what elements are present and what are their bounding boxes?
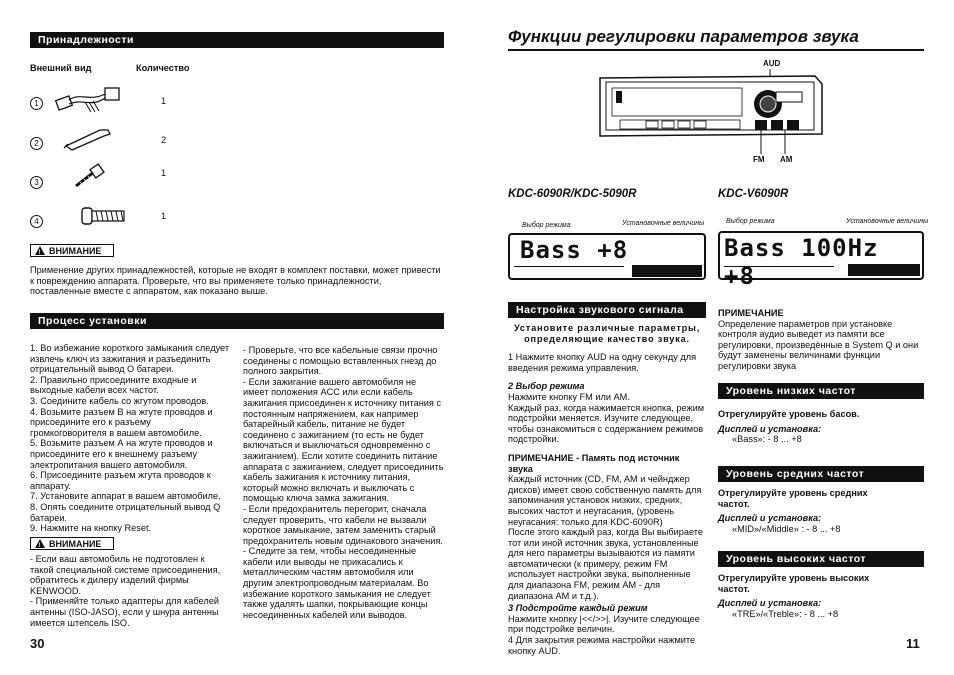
accessory-item-1 xyxy=(30,93,43,111)
column-qty-label: Количество xyxy=(136,63,190,73)
audio-note-text: Определение параметров при установке контроля аудио выведет из памяти все регулировки, произведённые в System Q и они будут заменены величинами функции регулировки звука xyxy=(718,318,919,371)
low-freq-display-label: Дисплей и установка: xyxy=(718,423,822,434)
high-freq-lead: Отрегулируйте уровень высоких частот. xyxy=(718,573,870,594)
mid-freq-body xyxy=(718,488,886,534)
item-qty: 1 xyxy=(161,96,167,106)
step-3-text: Нажмите кнопку |<</>>|. Изучите следующее при подстройке величин. xyxy=(508,613,700,635)
install-step: 7. Установите аппарат в вашем автомобиле. xyxy=(30,491,221,502)
item-number: 2 xyxy=(30,137,43,150)
high-freq-header: Уровень высоких частот xyxy=(718,551,924,567)
mid-freq-lead: Отрегулируйте уровень средних частот. xyxy=(718,488,868,509)
install-note: - Если предохранитель перегорит, сначала следует проверить, что кабели не вызвали короткое замыкание, затем заменить старый предохранитель новым одинакового значения. xyxy=(243,503,443,546)
low-freq-body xyxy=(718,409,924,445)
install-header: Процесс установки xyxy=(30,313,444,329)
screw-icon xyxy=(80,205,130,227)
lcd-main-text: Bass 100Hz +8 xyxy=(724,234,879,290)
step-1: 1 Нажмите кнопку AUD на одну секунду для введения режима управления. xyxy=(508,352,697,373)
sound-setup-header: Настройка звукового сигнала xyxy=(508,302,706,318)
install-note: - Следите за тем, чтобы несоединенные кабели или выводы не прикасались к металлическим частям автомобиля или другим электропроводным материалам. Во избежание короткого замыкания не следует также удалять шапки, покрывающие концы несоединенных кабелей или выводов. xyxy=(243,546,431,620)
lcd-indicators xyxy=(848,264,920,276)
memory-note-text: Каждый источник (CD, FM, AM и чейнджер дисков) имеет свою собственную память для запоминания установок низких, средних, высоких частот и неугасания, (уровень неугасания: только для KDC-6090R) xyxy=(508,474,702,527)
column-view-label: Внешний вид xyxy=(30,63,92,73)
install-step: 3. Соедините кабель со жгутом проводов. xyxy=(30,395,209,406)
low-freq-lead: Отрегулируйте уровень басов. xyxy=(718,409,860,419)
install-notes xyxy=(243,345,444,620)
accessory-item-3 xyxy=(30,172,43,190)
install-note: - Если зажигание вашего автомобиля не имеет положения ACC или если кабель зажигания присоединен к источнику питания с постоянным напряжением, как например батарейный кабель, питание не будет соединено с зажиганием (то есть не будет включаться и выключаться одновременно с зажиганием). Если хотите соединить питание аппарата с зажиганием, следует присоединить кабель зажигания к источнику питания, который можно включать и выключать с помощью ключа замка зажигания. xyxy=(243,376,444,504)
item-number: 1 xyxy=(30,97,43,110)
audio-note xyxy=(718,308,924,372)
accessories-header: Принадлежности xyxy=(30,32,444,48)
install-step: 4. Возьмите разъем В на жгуте проводов и присоедините его к разъему громкоговорителя в вашем автомобиле. xyxy=(30,406,213,438)
label-values-1: Установочные величины xyxy=(622,220,705,227)
warning-badge xyxy=(30,244,114,257)
label-mode-1: Выбор режима xyxy=(522,222,571,229)
high-freq-display-label: Дисплей и установка: xyxy=(718,598,822,609)
item-qty: 2 xyxy=(161,135,167,145)
fm-label: FM xyxy=(753,155,765,164)
install-step: 9. Нажмите на кнопку Reset. xyxy=(30,523,152,534)
item-qty: 1 xyxy=(161,211,167,221)
lcd-display-1 xyxy=(508,233,706,280)
model-title-1: KDC-6090R/KDC-5090R xyxy=(508,188,637,200)
aud-label: AUD xyxy=(763,59,781,68)
label-mode-2: Выбор режима xyxy=(726,218,775,225)
item-number: 3 xyxy=(30,176,43,189)
lcd-main-text: Bass +8 xyxy=(520,236,629,264)
mid-freq-header: Уровень средних частот xyxy=(718,466,924,482)
lcd-segment-row xyxy=(514,266,624,277)
low-freq-value: «Bass»: - 8 ... +8 xyxy=(732,434,802,445)
memory-note-more: После этого каждый раз, когда Вы выбираете тот или иной источник звука, установленные для него параметры вызываются из памяти автоматически (к примеру, режим FM использует настройки звука, выполненные для диапазона FM, режим AM - для диапазона AM и т.д.). xyxy=(508,527,703,601)
step-2-title: 2 Выбор режима xyxy=(508,381,585,392)
head-unit-illustration xyxy=(590,66,830,164)
warning-badge-2 xyxy=(30,537,114,550)
memory-note-title: ПРИМЕЧАНИЕ - Память под источник звука xyxy=(508,452,680,474)
warning-icon xyxy=(35,246,45,255)
high-freq-value: «TRE»/«Treble»: - 8 ... +8 xyxy=(732,608,839,619)
install-steps xyxy=(30,343,230,534)
step-2-text: Нажмите кнопку FM или AM. xyxy=(508,391,630,402)
high-freq-body xyxy=(718,573,886,619)
warning-text: Применение других принадлежностей, которые не входят в комплект поставки, может привести к повреждению аппарата. Проверьте, что вы применяете только принадлежности, поставленные вместе с аппаратом, как показано выше. xyxy=(30,265,441,297)
audio-note-title: ПРИМЕЧАНИЕ xyxy=(718,308,784,318)
step-3-title: 3 Подстройте каждый режим xyxy=(508,603,648,614)
lcd-segment-row xyxy=(724,266,834,277)
lcd-display-2 xyxy=(718,231,924,290)
accessory-item-4 xyxy=(30,211,43,229)
step-2-more: Каждый раз, когда нажимается кнопка, режим подстройки меняется. Изучите следующее, чтобы ознакомиться с содержанием режимов подстройки. xyxy=(508,402,705,445)
install-step: 6. Присоедините разъем жгута проводов к аппарату. xyxy=(30,470,211,491)
model-title-2: KDC-V6090R xyxy=(718,188,789,200)
warning-icon xyxy=(35,539,45,548)
install-note: - Проверьте, что все кабельные связи прочно соединены с помощью вставленных гнезд до полного закрытия. xyxy=(243,345,438,377)
warning-item: - Если ваш автомобиль не подготовлен к такой специальной системе присоединения, обратитесь к дилеру изделий фирмы KENWOOD. xyxy=(30,554,221,596)
removal-key-icon xyxy=(60,124,120,152)
warning-label: ВНИМАНИЕ xyxy=(49,539,102,549)
warning-label: ВНИМАНИЕ xyxy=(49,246,102,256)
page-title: Функции регулировки параметров звука xyxy=(508,27,859,46)
label-values-2: Установочные величины xyxy=(846,218,929,225)
mid-freq-display-label: Дисплей и установка: xyxy=(718,513,822,524)
lcd-indicators xyxy=(632,265,702,277)
item-number: 4 xyxy=(30,215,43,228)
item-qty: 1 xyxy=(161,168,167,178)
mid-freq-value: «MID»/«Middle» : - 8 ... +8 xyxy=(732,523,841,534)
sound-setup-body xyxy=(508,323,706,656)
step-4: 4 Для закрытия режима настройки нажмите кнопку AUD. xyxy=(508,635,696,656)
install-step: 5. Возьмите разъем А на жгуте проводов и присоедините его к внешнему разъему электропитания вашего автомобиля. xyxy=(30,438,213,470)
warning2-text xyxy=(30,554,230,628)
title-rule xyxy=(508,49,924,51)
sound-setup-lead: Установите различные параметры, определяющие качество звука. xyxy=(513,323,701,344)
bolt-icon xyxy=(72,162,112,190)
page-number-right: 11 xyxy=(906,636,920,651)
wiring-harness-icon xyxy=(55,82,125,118)
am-label: AM xyxy=(780,155,793,164)
warning-item: - Применяйте только адаптеры для кабелей антенны (ISO-JASO), если у шнура антенны имеется штепсель ISO. xyxy=(30,596,219,628)
install-step: 2. Правильно присоедините входные и выходные кабели всех частот. xyxy=(30,374,197,396)
page-number-left: 30 xyxy=(30,636,45,651)
low-freq-header: Уровень низких частот xyxy=(718,383,924,399)
install-step: 8. Опять соедините отрицательный вывод Q батареи. xyxy=(30,501,221,523)
install-step: 1. Во избежание короткого замыкания следует извлечь ключ из зажигания и разъединить отрицательный вывод О батареи. xyxy=(30,343,230,375)
accessory-item-2 xyxy=(30,133,43,151)
